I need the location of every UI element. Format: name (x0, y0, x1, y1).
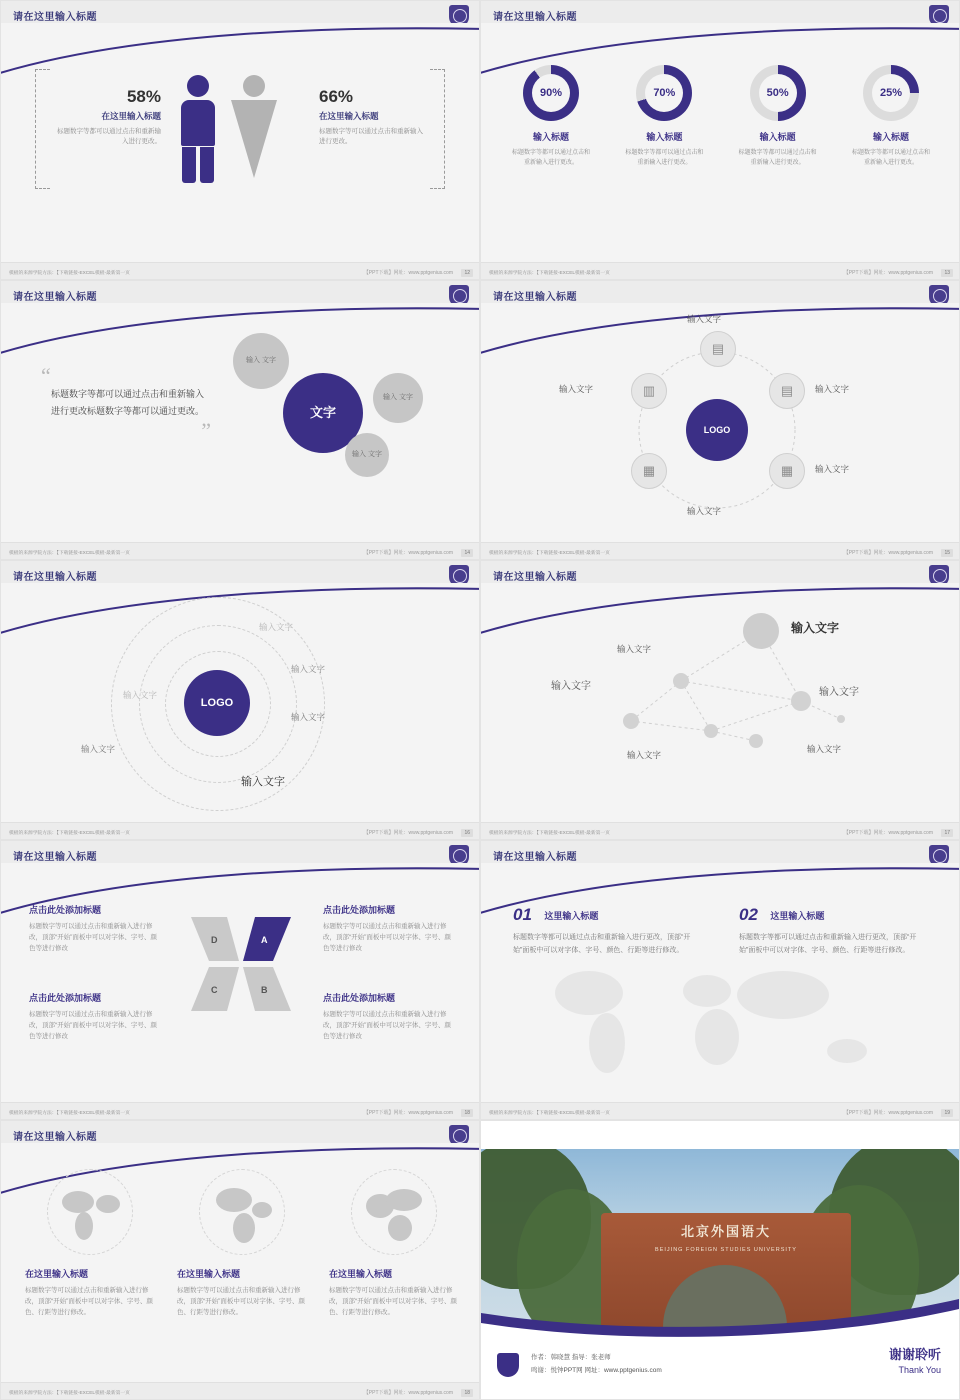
footer-note-right: 【PPT下载】网址：www.pptgenius.com (363, 550, 453, 556)
gender-stats-diagram (35, 69, 445, 209)
slide-19[interactable] (480, 840, 960, 1120)
stat-male (51, 87, 161, 147)
stat-desc: 标题数字等可以通过点击和重新输入进行更改。 (319, 128, 423, 145)
numbered-item-02 (739, 905, 917, 957)
page-number: 12 (461, 269, 473, 277)
spoke-node-left-top (631, 373, 667, 409)
male-figure-icon (175, 75, 221, 185)
page-number: 13 (941, 269, 953, 277)
credits-line-2: 鸣谢：悦钟PPT网 网址：www.pptgenius.com (531, 1366, 662, 1374)
spoke-node-right-top (769, 373, 805, 409)
donut-value: 70% (645, 74, 683, 112)
photo-bottom-curve (481, 1293, 959, 1339)
spoke-node-top (700, 331, 736, 367)
quote-block (41, 363, 211, 444)
footer-note-right: 【PPT下载】网址：www.pptgenius.com (363, 1110, 453, 1116)
donut-title: 输入标题 (532, 132, 569, 142)
network-label-emphasis: 输入文字 (791, 621, 840, 635)
page-title: 请在这里输入标题 (493, 572, 577, 583)
page-number: 16 (461, 829, 473, 837)
campus-gate-photo (481, 1149, 959, 1339)
gear-label: 输入 文字 (383, 394, 413, 402)
donut-ring (750, 65, 806, 121)
credits-line-1: 作者：韩晓慧 指导：张老师 (531, 1354, 611, 1362)
page-title: 请在这里输入标题 (13, 572, 97, 583)
page-number: 18 (461, 1389, 473, 1397)
page-title: 请在这里输入标题 (493, 12, 577, 23)
footer-note-right: 【PPT下载】网址：www.pptgenius.com (843, 270, 933, 276)
node-label: 输入文字 (815, 464, 850, 474)
svg-text:C: C (211, 985, 218, 995)
stat-desc: 标题数字等都可以通过点击和重新输入进行更改。 (57, 128, 161, 145)
donut-title: 输入标题 (872, 132, 909, 142)
chart-icon: ▤ (711, 341, 725, 356)
slide-body (481, 591, 959, 821)
column-title: 在这里输入标题 (329, 1269, 393, 1279)
column-title: 在这里输入标题 (25, 1269, 89, 1279)
stat-title: 在这里输入标题 (319, 111, 379, 121)
node-label: 输入文字 (687, 506, 722, 516)
slide-12[interactable] (0, 0, 480, 280)
spoke-node-left-bottom (631, 453, 667, 489)
svg-text:D: D (211, 935, 218, 945)
donut-value: 25% (872, 74, 910, 112)
four-arrow-diagram (181, 909, 301, 1019)
network-label: 输入文字 (551, 681, 591, 692)
footer-note-left: 模板的来源学院方法：【下载链接-EXCEL模板-最新第一页 (9, 550, 130, 556)
left-bracket (35, 69, 50, 189)
gate-title-text: 北京外国语大 (680, 1224, 771, 1239)
donut-desc: 标题数字等都可以通过点击和重新输入进行更改。 (738, 150, 817, 166)
gear-label: 文字 (309, 404, 336, 420)
footer-note-left: 模板的来源学院方法：【下载链接-EXCEL模板-最新第一页 (489, 830, 610, 836)
block-title: 点击此处添加标题 (29, 993, 102, 1003)
block-desc: 标题数字等可以通过点击和重新输入进行修改，顶部“开始”面板中可以对字体、字号、颜色等进行修改 (323, 1011, 451, 1041)
network-node (623, 713, 639, 729)
quote-open-icon: “ (41, 363, 51, 388)
page-title: 请在这里输入标题 (13, 12, 97, 23)
footer-note-left: 模板的来源学院方法：【下载链接-EXCEL模板-最新第一页 (489, 550, 610, 556)
item-number: 01 (513, 905, 532, 924)
column-desc: 标题数字等可以通过点击和重新输入进行修改，顶部“开始”面板中可以对字体、字号、颜色、行距等进行修改。 (25, 1287, 153, 1317)
building-icon: ▦ (642, 463, 656, 478)
footer-note-right: 【PPT下载】网址：www.pptgenius.com (843, 550, 933, 556)
item-desc: 标题数字等都可以通过点击和重新输入进行更改，顶部“开始”面板中可以对字体、字号、颜色、行距等进行修改。 (739, 934, 917, 954)
ring-label: 输入文字 (259, 622, 294, 632)
footer-note-left: 模板的来源学院方法：【下载链接-EXCEL模板-最新第一页 (9, 1390, 130, 1396)
network-diagram (481, 591, 960, 827)
hub-logo: LOGO (686, 399, 748, 461)
donut-title: 输入标题 (646, 132, 683, 142)
globe-text-2 (177, 1267, 305, 1318)
ring-label-emphasis: 输入文字 (241, 776, 285, 788)
text-block-top-right (323, 903, 453, 954)
network-node (749, 734, 763, 748)
ring-label: 输入文字 (123, 690, 158, 700)
node-label: 输入文字 (559, 384, 594, 394)
footer-note-right: 【PPT下载】网址：www.pptgenius.com (843, 1110, 933, 1116)
chart-icon: ▤ (780, 383, 794, 398)
donut-chart-row (499, 65, 943, 168)
page-title: 请在这里输入标题 (13, 1132, 97, 1143)
stat-percent: 66% (319, 87, 354, 106)
globe-icon-3 (351, 1169, 437, 1255)
column-title: 在这里输入标题 (177, 1269, 241, 1279)
donut-desc: 标题数字等都可以通过点击和重新输入进行更改。 (625, 150, 704, 166)
ring-label: 输入文字 (81, 744, 116, 754)
network-node (673, 673, 689, 689)
page-number: 18 (461, 1109, 473, 1117)
globe-text-3 (329, 1267, 457, 1318)
network-node-large (743, 613, 779, 649)
slide-body (1, 871, 479, 1101)
slide-body (1, 1151, 479, 1381)
gear-label: 输入 文字 (246, 357, 276, 365)
block-desc: 标题数字等可以通过点击和重新输入进行修改，顶部“开始”面板中可以对字体、字号、颜色等进行修改 (29, 1011, 157, 1041)
spoke-node-right-bottom (769, 453, 805, 489)
gear-label: 输入 文字 (352, 451, 382, 459)
slide-body (481, 31, 959, 261)
footer-note-right: 【PPT下载】网址：www.pptgenius.com (843, 830, 933, 836)
stat-percent: 58% (126, 87, 161, 106)
slide-15[interactable] (480, 280, 960, 560)
quote-close-icon: ” (201, 418, 211, 444)
quote-text: 标题数字等都可以通过点击和重新输入进行更改标题数字等都可以通过更改。 (51, 389, 205, 417)
slide-14[interactable] (0, 280, 480, 560)
network-label: 输入文字 (627, 750, 662, 760)
page-title: 请在这里输入标题 (13, 852, 97, 863)
donut-desc: 标题数字等都可以通过点击和重新输入进行更改。 (851, 150, 930, 166)
gear-secondary-a (233, 333, 289, 389)
slide-16[interactable] (0, 560, 480, 840)
footer-note-right: 【PPT下载】网址：www.pptgenius.com (363, 830, 453, 836)
network-node-small (837, 715, 845, 723)
gear-secondary-b (373, 373, 423, 423)
page-title: 请在这里输入标题 (13, 292, 97, 303)
footer-note-left: 模板的来源学院方法：【下载链接-EXCEL模板-最新第一页 (489, 270, 610, 276)
network-label: 输入文字 (819, 687, 859, 698)
stat-female (319, 87, 429, 147)
item-desc: 标题数字等都可以通过点击和重新输入进行更改，顶部“开始”面板中可以对字体、字号、颜色、行距等进行修改。 (513, 934, 691, 954)
node-label: 输入文字 (687, 314, 722, 324)
network-node (791, 691, 811, 711)
page-number: 15 (941, 549, 953, 557)
column-desc: 标题数字等可以通过点击和重新输入进行修改，顶部“开始”面板中可以对字体、字号、颜色、行距等进行修改。 (329, 1287, 457, 1317)
block-title: 点击此处添加标题 (323, 905, 396, 915)
network-label: 输入文字 (617, 644, 652, 654)
credits-block (531, 1352, 662, 1377)
center-logo: LOGO (184, 670, 250, 736)
svg-text:B: B (261, 985, 268, 995)
text-block-bottom-right (323, 991, 453, 1042)
thanks-chinese: 谢谢聆听 (888, 1347, 941, 1362)
page-number: 17 (941, 829, 953, 837)
block-title: 点击此处添加标题 (29, 905, 102, 915)
arrow-shapes (181, 909, 301, 1019)
footer-note-left: 模板的来源学院方法：【下载链接-EXCEL模板-最新第一页 (9, 270, 130, 276)
slide-18-arrows[interactable] (0, 840, 480, 1120)
block-desc: 标题数字等可以通过点击和重新输入进行修改，顶部“开始”面板中可以对字体、字号、颜色等进行修改 (29, 923, 157, 953)
network-node (704, 724, 718, 738)
text-block-bottom-left (29, 991, 159, 1042)
globe-text-1 (25, 1267, 153, 1318)
page-title: 请在这里输入标题 (493, 292, 577, 303)
donut-item (726, 65, 830, 168)
gear-secondary-c (345, 433, 389, 477)
node-label: 输入文字 (815, 384, 850, 394)
donut-ring (863, 65, 919, 121)
slide-body (481, 311, 959, 541)
slide-13[interactable] (480, 0, 960, 280)
slide-body (1, 311, 479, 541)
item-title: 这里输入标题 (544, 910, 599, 921)
donut-item (839, 65, 943, 168)
network-connectors (481, 591, 960, 827)
globe-icon-2 (199, 1169, 285, 1255)
column-desc: 标题数字等可以通过点击和重新输入进行修改，顶部“开始”面板中可以对字体、字号、颜色、行距等进行修改。 (177, 1287, 305, 1317)
footer-note-left: 模板的来源学院方法：【下载链接-EXCEL模板-最新第一页 (9, 830, 130, 836)
slide-body (1, 31, 479, 261)
donut-item (499, 65, 603, 168)
concentric-ring-diagram (1, 591, 480, 827)
thanks-english: Thank You (898, 1365, 941, 1375)
slide-17[interactable] (480, 560, 960, 840)
footer-note-left: 模板的来源学院方法：【下载链接-EXCEL模板-最新第一页 (9, 1110, 130, 1116)
building-icon: ▦ (780, 463, 794, 478)
donut-item (612, 65, 716, 168)
ring-label: 输入文字 (291, 664, 326, 674)
world-map-decoration (511, 951, 931, 1091)
numbered-item-01 (513, 905, 691, 957)
block-title: 点击此处添加标题 (323, 993, 396, 1003)
page-number: 19 (941, 1109, 953, 1117)
female-figure-icon (231, 75, 277, 185)
gate-subtitle-text: BEIJING FOREIGN STUDIES UNIVERSITY (655, 1247, 797, 1253)
network-label: 输入文字 (807, 744, 842, 754)
donut-ring (523, 65, 579, 121)
page-title: 请在这里输入标题 (493, 852, 577, 863)
footer-note-left: 模板的来源学院方法：【下载链接-EXCEL模板-最新第一页 (489, 1110, 610, 1116)
text-block-top-left (29, 903, 159, 954)
donut-value: 90% (532, 74, 570, 112)
stat-title: 在这里输入标题 (101, 111, 161, 121)
footer-note-right: 【PPT下载】网址：www.pptgenius.com (363, 270, 453, 276)
document-icon: ▥ (642, 383, 656, 398)
hub-spoke-diagram (481, 311, 960, 547)
ring-label: 输入文字 (291, 712, 326, 722)
item-number: 02 (739, 905, 758, 924)
block-desc: 标题数字等可以通过点击和重新输入进行修改，顶部“开始”面板中可以对字体、字号、颜色等进行修改 (323, 923, 451, 953)
donut-value: 50% (759, 74, 797, 112)
item-title: 这里输入标题 (770, 910, 825, 921)
right-bracket (430, 69, 445, 189)
svg-text:A: A (261, 935, 268, 945)
slide-18-globes[interactable] (0, 1120, 480, 1400)
donut-title: 输入标题 (759, 132, 796, 142)
globe-icon-1 (47, 1169, 133, 1255)
slide-body (1, 591, 479, 821)
page-number: 14 (461, 549, 473, 557)
university-crest-icon (497, 1353, 519, 1377)
slide-body (481, 871, 959, 1101)
footer-note-right: 【PPT下载】网址：www.pptgenius.com (363, 1390, 453, 1396)
donut-desc: 标题数字等都可以通过点击和重新输入进行更改。 (511, 150, 590, 166)
slide-thank-you[interactable] (480, 1120, 960, 1400)
thank-you-block (889, 1344, 941, 1375)
donut-ring (636, 65, 692, 121)
